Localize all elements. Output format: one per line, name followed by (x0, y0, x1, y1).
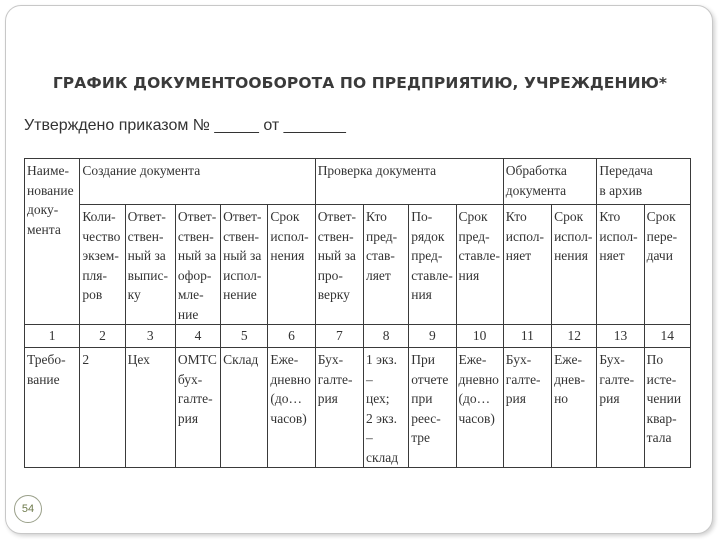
column-number: 7 (315, 325, 363, 348)
column-number: 5 (221, 325, 268, 348)
document-flow-table (24, 158, 691, 468)
table-cell: Требо- вание (25, 348, 80, 468)
subheader-cell: Ответ- ствен- ный за выпис- ку (125, 205, 175, 325)
subheader-cell: Кто пред- став- ляет (363, 205, 408, 325)
column-number: 11 (503, 325, 551, 348)
column-number: 13 (597, 325, 644, 348)
table-cell: Склад (221, 348, 268, 468)
subheader-cell: Срок пред- ставле- ния (456, 205, 503, 325)
table-cell: Еже- дневно (до… часов) (268, 348, 315, 468)
column-number: 9 (409, 325, 456, 348)
subheader-cell: Кто испол- няет (597, 205, 644, 325)
table-cell: 1 экз. – цех; 2 экз. – склад (363, 348, 408, 468)
subheader-cell: Ответ- ствен- ный за про- верку (315, 205, 363, 325)
subheader-cell: Срок пере- дачи (644, 205, 690, 325)
page-number-badge (14, 495, 42, 523)
table-cell: Цех (125, 348, 175, 468)
header-verification: Проверка документа (315, 159, 503, 205)
page-number: 54 (21, 503, 35, 515)
subheader-cell: Ответ- ствен- ный за офор- мле- ние (175, 205, 220, 325)
document-title: ГРАФИК ДОКУМЕНТООБОРОТА ПО ПРЕДПРИЯТИЮ, УЧРЕЖДЕНИЮ* (52, 74, 668, 92)
column-number: 12 (552, 325, 597, 348)
column-number-row (25, 325, 691, 348)
subheader-cell: Срок испол- нения (268, 205, 315, 325)
subheader-row (25, 205, 691, 325)
column-number: 8 (363, 325, 408, 348)
table-cell: Еже- днев- но (552, 348, 597, 468)
table-cell: Еже- дневно (до… часов) (456, 348, 503, 468)
column-number: 1 (25, 325, 80, 348)
table-cell: 2 (80, 348, 125, 468)
column-number: 3 (125, 325, 175, 348)
table-cell: При отчете при реес- тре (409, 348, 456, 468)
table-cell: По исте- чении квар- тала (644, 348, 690, 468)
column-number: 14 (644, 325, 690, 348)
table-cell: ОМТС бух- галте- рия (175, 348, 220, 468)
table-cell: Бух- галте- рия (503, 348, 551, 468)
column-number: 4 (175, 325, 220, 348)
header-processing: Обработка документа (503, 159, 597, 205)
group-header-row (25, 159, 691, 205)
approval-line: Утверждено приказом № _____ от _______ (24, 117, 346, 134)
column-number: 10 (456, 325, 503, 348)
subheader-cell: Срок испол- нения (552, 205, 597, 325)
subheader-cell: По- рядок пред- ставле- ния (409, 205, 456, 325)
header-document-name: Наиме- нование доку- мента (25, 159, 80, 325)
header-creation: Создание документа (80, 159, 315, 205)
table-row (25, 348, 691, 468)
table-cell: Бух- галте- рия (315, 348, 363, 468)
column-number: 2 (80, 325, 125, 348)
column-number: 6 (268, 325, 315, 348)
table-cell: Бух- галте- рия (597, 348, 644, 468)
header-archive: Передача в архив (597, 159, 691, 205)
subheader-cell: Ответ- ствен- ный за испол- нение (221, 205, 268, 325)
subheader-cell: Коли- чество экзем- пля- ров (80, 205, 125, 325)
subheader-cell: Кто испол- няет (503, 205, 551, 325)
